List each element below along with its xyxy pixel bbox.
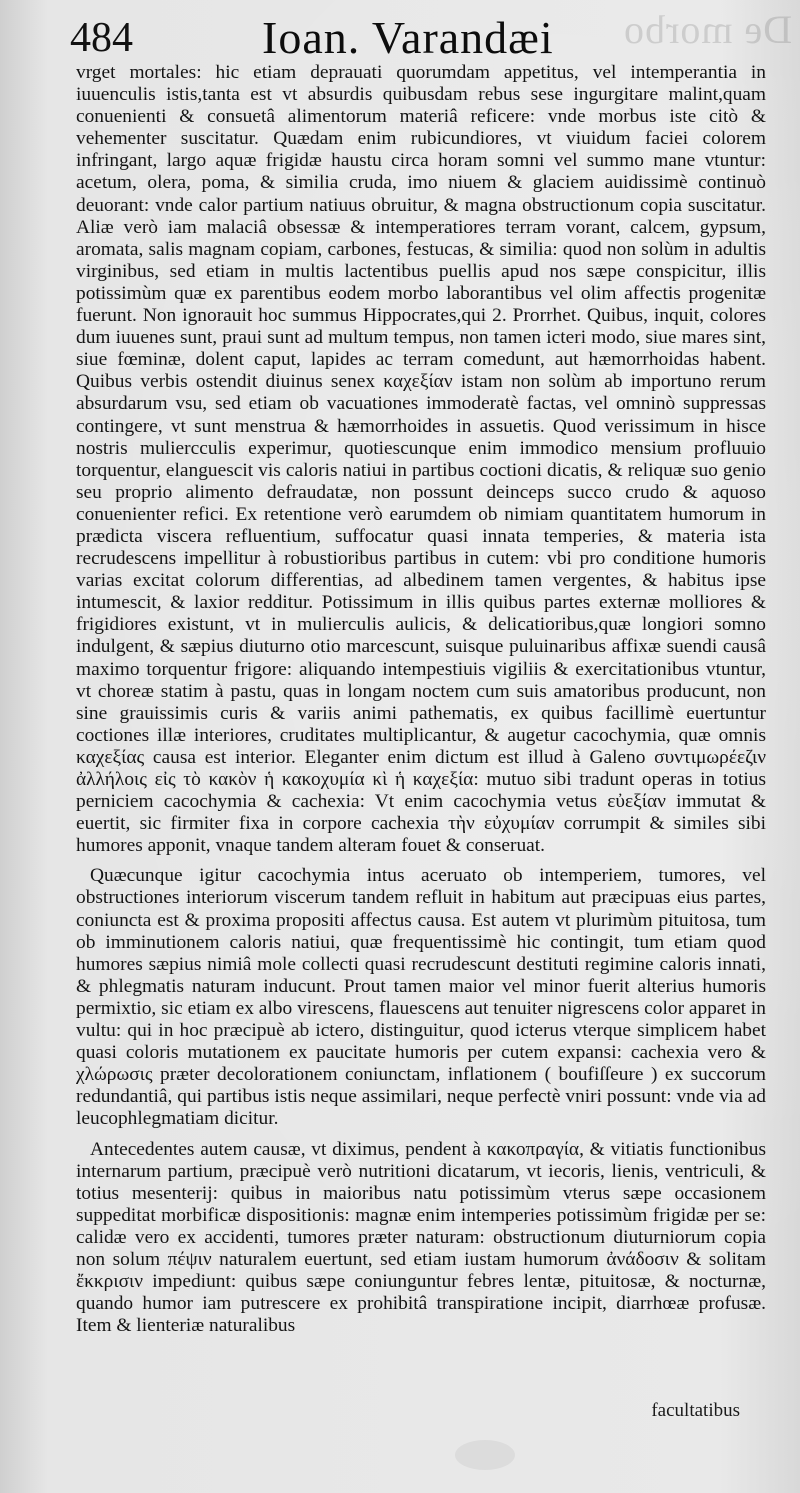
catchword: facultatibus	[651, 1400, 740, 1421]
paragraph-3: Antecedentes autem causæ, vt diximus, pendent à κακοπραγία, & vitiatis functionibus internarum partium, præcipuè verò nutritioni dicatarum, vt iecoris, lienis, ventriculi, & totius mesenterij: quibus in maioribus natu potissimùm vterus sæpe occasionem suppeditat morbificæ dispositionis: magnæ enim intemperies potissimùm frigidæ per se: calidæ vero ex accidenti, tumores præter naturam: obstructionum diuturniorum copia non solum πέψιν naturalem euertunt, sed etiam iustam humorum ἀνάδοσιν & solitam ἔκκρισιν impediunt: quibus sæpe coniunguntur febres lentæ, pituitosæ, & nocturnæ, quando humor iam putrescere ex prohibitâ transpiratione incipit, diarrhœæ profusæ. Item & lienteriæ naturalibus	[76, 1138, 766, 1337]
page-number: 484	[70, 15, 133, 61]
show-through-text: De morbo	[622, 7, 792, 52]
paragraph-1: vrget mortales: hic etiam deprauati quorumdam appetitus, vel intemperantia in iuuenculis istis,tanta est vt absurdis quibusdam rebus sese ingurgitare malint,quam conuenienti & consuetâ alimentorum materiâ reficere: vnde morbus iste citò & vehementer suscitatur. Quædam enim rubicundiores, vt viuidum faciei colorem infringant, largo aquæ frigidæ haustu circa horam somni vel summo mane vtuntur: acetum, olera, poma, & similia cruda, imo niuem & glaciem auidissimè continuò deuorant: vnde calor partium natiuus obruitur, & magna obstructionum copia suscitatur. Aliæ verò iam malaciâ obsessæ & intemperatiores terram vorant, calcem, gypsum, aromata, salis magnam copiam, carbones, festucas, & similia: quod non solùm in adultis virginibus, sed etiam in multis lactentibus puellis apud nos sæpe conspicitur, illis potissimùm quæ ex parentibus eodem morbo laborantibus vel olim affectis progenitæ fuerunt. Non ignorauit hoc summus Hippocrates,qui 2. Prorrhet. Quibus, inquit, colores dum iuuenes sunt, praui sunt ad multum tempus, non tamen icteri modo, siue mares sint, siue fœminæ, dolent caput, lapides ac terram comedunt, aut hæmorrhoidas habent. Quibus verbis ostendit diuinus senex καχεξίαν istam non solùm ab importuno rerum absurdarum vsu, sed etiam ob vacuationes immoderatè factas, vel omninò suppressas contingere, vt sunt menstrua & hæmorrhoides in assuetis. Quod verissimum in hisce nostris muliercculis experimur, quotiescunque enim immodico mensium profluuio torquentur, elanguescit vis caloris natiui in partibus coctioni dicatis, & reliquæ suo genio seu proprio alimento defraudatæ, non possunt deinceps succo crudo & aquoso conuenienter refici. Ex retentione verò earumdem ob nimiam quantitatem humorum in prædicta viscera refluentium, suffocatur quasi innata temperies, & materia ista recrudescens impellitur à robustioribus partibus in cutem: vbi pro conditione humoris varias excitat colorum differentias, ad albedinem tamen vergentes, & habitus ipse intumescit, & laxior redditur. Potissimum in illis quibus partes externæ molliores & frigidiores existunt, vt in mulierculis aulicis, & delicatioribus,quæ longiori somno indulgent, & sæpius diuturno otio marcescunt, suisque puluinaribus affixæ suendi causâ maximo torquentur frigore: aliquando intempestiuis vigiliis & exercitationibus vtuntur, vt choreæ statim à pastu, quas in longam noctem cum suis amatoribus producunt, non sine grauissimis curis & variis animi pathematis, ex quibus facillimè euertuntur coctiones illæ interiores, cruditates multiplicantur, & augetur cacochymia, quæ omnis καχεξίας causa est interior. Eleganter enim dictum est illud à Galeno συντιμωρέεζιν ἀλλήλοις εἰς τὸ κακὸν ἡ κακοχυμία κὶ ἡ καχεξία: mutuo sibi tradunt operas in totius perniciem cacochymia & cachexia: Vt enim cacochymia vetus εὐεξίαν immutat & euertit, sic firmiter fixa in corpore cachexia τὴν εὐχυμίαν corrumpit & similes sibi humores apponit, vnaque tandem alteram fouet & conseruat.	[76, 62, 766, 857]
page-header	[70, 12, 760, 64]
paragraph-2: Quæcunque igitur cacochymia intus aceruato ob intemperiem, tumores, vel obstructiones interiorum viscerum tandem refluit in habitum aut præcipuas eius partes, coniuncta est & proxima propositi affectus causa. Est autem vt plurimùm pituitosa, tum ob imminutionem caloris natiui, quæ frequentissimè hic contingit, tum etiam quod humores sæpius nimiâ mole collecti quasi recrudescunt destituti regimine caloris innati, & phlegmatis naturam inducunt. Prout tamen maior vel minor fuerit alterius humoris permixtio, sic etiam ex albo virescens, flauescens aut tenuiter nigrescens color apparet in vultu: qui in hoc præcipuè ab ictero, distinguitur, quod icterus vterque simplicem habet quasi coloris mutationem ex paucitate humoris per cutem expansi: cachexia vero & χλώρωσις præter decolorationem coniunctam, inflationem ( boufiſſeure ) ex succorum redundantiâ, qui partibus istis neque assimilari, neque perfectè vniri possunt: vnde via ad leucophlegmatiam dicitur.	[76, 865, 766, 1130]
running-head: Ioan. Varandæi	[262, 12, 554, 63]
body-text	[76, 62, 766, 1337]
paper-stain	[455, 1440, 515, 1470]
